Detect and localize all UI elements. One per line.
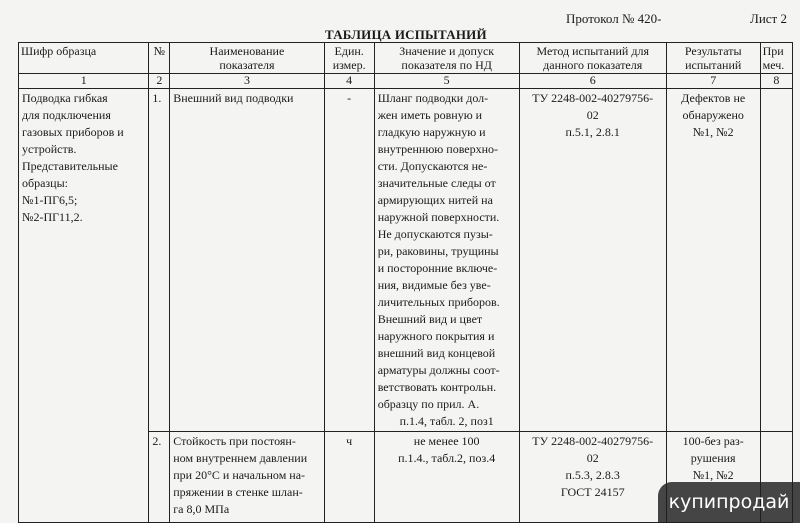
method-cell: ТУ 2248-002-40279756- 02 п.5.1, 2.8.1 — [519, 89, 666, 432]
column-header-unit: Един. измер. — [324, 43, 374, 74]
sheet-number: Лист 2 — [750, 11, 787, 26]
column-header-method: Метод испытаний для данного показателя — [519, 43, 666, 74]
unit-cell: - — [324, 89, 374, 432]
unit-cell: ч — [324, 432, 374, 523]
column-header-note: При меч. — [760, 43, 792, 74]
column-number: 8 — [760, 74, 792, 89]
column-number: 2 — [149, 74, 170, 89]
sample-description: Подводка гибкая для подключения газовых приборов и устройств. Представительные образцы: №1-ПГ6,5; №2-ПГ11,2. — [19, 89, 149, 523]
value-cell: не менее 100 п.1.4., табл.2, поз.4 — [374, 432, 519, 523]
column-number: 6 — [519, 74, 666, 89]
indicator-name: Стойкость при постоян- ном внутреннем давлении при 20°С и начальном на- пряжении в стенке шлан- га 8,0 МПа — [170, 432, 324, 523]
method-cell: ТУ 2248-002-40279756- 02 п.5.3, 2.8.3 ГОСТ 24157 — [519, 432, 666, 523]
protocol-number: Протокол № 420- — [566, 11, 662, 26]
column-header-indicator-name: Наименование показателя — [170, 43, 324, 74]
watermark-logo: купипродай — [658, 482, 800, 523]
note-cell — [760, 89, 792, 432]
row-number: 1. — [149, 89, 170, 432]
column-number: 7 — [666, 74, 760, 89]
table-row — [19, 89, 793, 432]
indicator-name: Внешний вид подводки — [170, 89, 324, 432]
column-number: 3 — [170, 74, 324, 89]
column-header-sample-code: Шифр образца — [19, 43, 149, 74]
value-text: Шланг подводки дол- жен иметь ровную и гладкую наружную и внутреннюю поверхно- сти. Допускаются не- значительные следы от армирующих нитей на наружной поверхности. Не допускаются пузы- ри, раковины, трущины и посторонние включе- ния, видимые без уве- личительных приборов. Внешний вид и цвет наружного покрытия и внешний вид концевой арматуры должны соот- ветствовать контрольн. образцу по прил. А. — [377, 91, 500, 411]
table-title: ТАБЛИЦА ИСПЫТАНИЙ — [325, 27, 487, 42]
test-table — [18, 42, 793, 523]
column-header-number: № — [149, 43, 170, 74]
column-number: 4 — [324, 74, 374, 89]
column-header-value: Значение и допуск показателя по НД — [374, 43, 519, 74]
result-cell: 100-без раз- рушения №1, №2 — [666, 432, 760, 523]
result-cell: Дефектов не обнаружено №1, №2 — [666, 89, 760, 432]
column-number: 1 — [19, 74, 149, 89]
column-header-results: Результаты испытаний — [666, 43, 760, 74]
value-cell — [374, 89, 519, 432]
row-number: 2. — [149, 432, 170, 523]
column-number-row — [19, 74, 793, 89]
table-header-row — [19, 43, 793, 74]
value-reference: п.1.4, табл. 2, поз1 — [399, 414, 494, 428]
column-number: 5 — [374, 74, 519, 89]
